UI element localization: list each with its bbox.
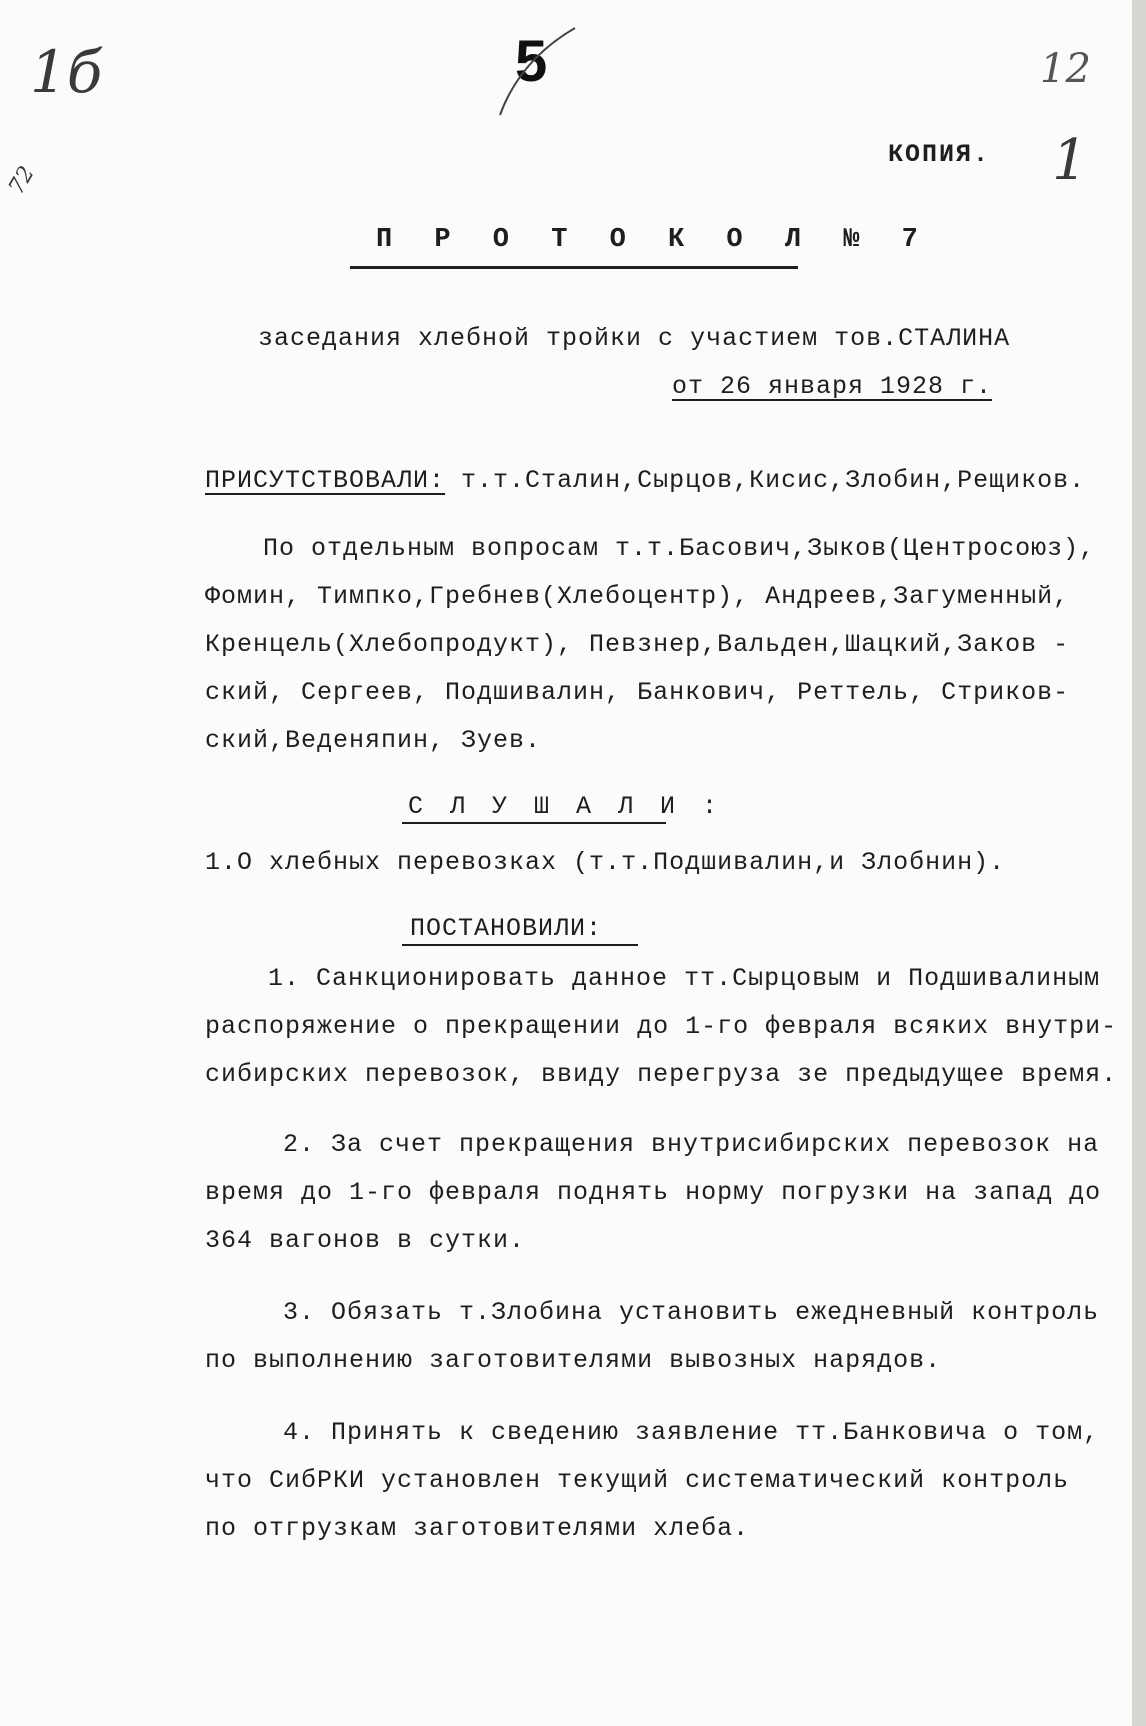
protocol-title: П Р О Т О К О Л № 7 — [376, 225, 931, 255]
copy-label: КОПИЯ. — [888, 140, 991, 169]
title-underline — [350, 266, 798, 269]
resolution-2-line-2: время до 1-го февраля поднять норму погрузки на запад до — [205, 1178, 1102, 1207]
resolution-2-line-3: 364 вагонов в сутки. — [205, 1226, 526, 1255]
page-number: 12 — [1040, 46, 1091, 92]
resolution-4-line-2: что СибРКИ установлен текущий систематический контроль — [205, 1466, 1070, 1495]
resolution-3-line-1: 3. Обязать т.Злобина установить ежедневный контроль — [283, 1298, 1100, 1327]
present-label: ПРИСУТСТВОВАЛИ: — [205, 466, 446, 495]
sheet-number: 5 — [515, 29, 548, 94]
subtitle-line1: заседания хлебной тройки с участием тов.СТАЛИНА — [258, 324, 1011, 353]
resolution-4-line-3: по отгрузкам заготовителями хлеба. — [205, 1514, 750, 1543]
resolution-2-line-1: 2. За счет прекращения внутрисибирских перевозок на — [283, 1130, 1100, 1159]
resolution-1-line-2: распоряжение о прекращении до 1-го февраля всяких внутри- — [205, 1012, 1118, 1041]
resolution-4-line-1: 4. Принять к сведению заявление тт.Банковича о том, — [283, 1418, 1100, 1447]
participants-line-3: Кренцель(Хлебопродукт), Певзнер,Вальден,Шацкий,Заков - — [205, 630, 1070, 659]
sheet-number-stroke — [490, 20, 580, 120]
margin-mark-small: 72 — [4, 162, 40, 199]
handwritten-mark: 1 — [1052, 128, 1088, 193]
participants-line-1: По отдельным вопросам т.т.Басович,Зыков(Центросоюз), — [263, 534, 1096, 563]
resolution-3-line-2: по выполнению заготовителями вывозных нарядов. — [205, 1346, 942, 1375]
participants-line-4: ский, Сергеев, Подшивалин, Банкович, Реттель, Стриков- — [205, 678, 1070, 707]
participants-line-2: Фомин, Тимпко,Гребнев(Хлебоцентр), Андреев,Загуменный, — [205, 582, 1070, 611]
heard-underline — [402, 822, 666, 824]
participants-line-5: ский,Веденяпин, Зуев. — [205, 726, 542, 755]
heard-item: 1.О хлебных перевозках (т.т.Подшивалин,и Злобнин). — [205, 848, 1006, 877]
resolved-label: ПОСТАНОВИЛИ: — [410, 914, 603, 943]
resolution-1-line-1: 1. Санкционировать данное тт.Сырцовым и Подшивалиным — [268, 964, 1101, 993]
heard-label: С Л У Ш А Л И : — [408, 792, 724, 821]
meeting-date: от 26 января 1928 г. — [672, 372, 993, 401]
resolved-underline — [402, 944, 638, 946]
present-line — [205, 466, 1085, 495]
present-names: т.т.Сталин,Сырцов,Кисис,Злобин,Рещиков. — [445, 466, 1086, 495]
margin-mark-left: 1б — [30, 38, 103, 106]
resolution-1-line-3: сибирских перевозок, ввиду перегруза зе предыдущее время. — [205, 1060, 1118, 1089]
